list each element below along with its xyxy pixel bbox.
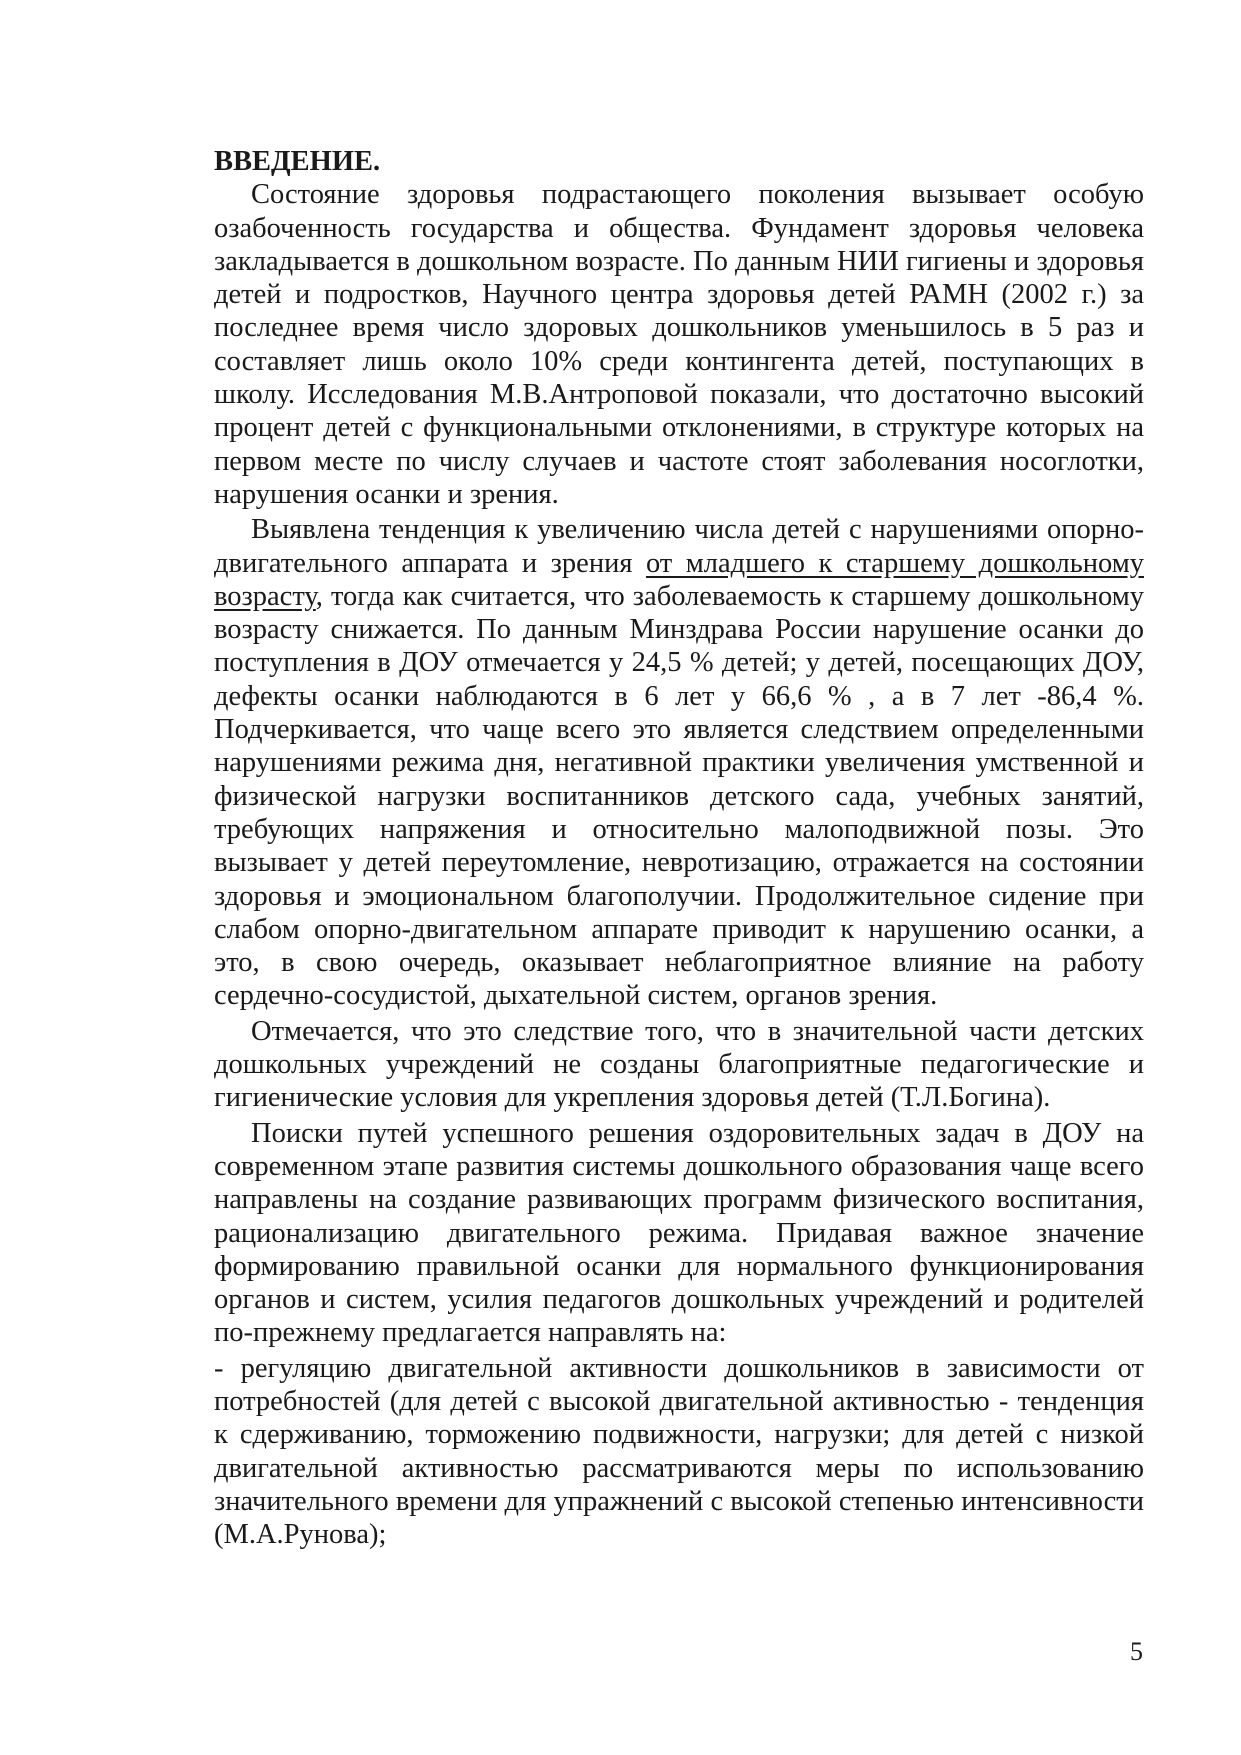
paragraph-3: Отмечается, что это следствие того, что в значительной части детских дошкольных учреждений не созданы благоприятные педагогические и гигиенические условия для укрепления здоровья детей (Т.Л.Богина). (214, 1015, 1144, 1114)
paragraph-2-start: Выявлена тенденция к увеличению числа детей с нарушениями опорно-двигательного аппарата и зрения (214, 514, 1144, 579)
paragraph-4: Поиски путей успешного решения оздоровительных задач в ДОУ на современном этапе развития системы дошкольного образования чаще всего направлены на создание развивающих программ физического воспитания, рационализацию двигательного режима. Придавая важное значение формированию правильной осанки для нормального функционирования органов и систем, усилия педагогов дошкольных учреждений и родителей по-прежнему предлагается направлять на: (214, 1117, 1144, 1349)
paragraph-2 (214, 513, 1144, 1012)
paragraph-2-underlined: от младшего к старшему дошкольному возрасту (214, 547, 1145, 612)
paragraph-1: Состояние здоровья подрастающего поколения вызывает особую озабоченность государства и общества. Фундамент здоровья человека закладывается в дошкольном возрасте. По данным НИИ гигиены и здоровья детей и подростков, Научного центра здоровья детей РАМН (2002 г.) за последнее время число здоровых дошкольников уменьшилось в 5 раз и составляет лишь около 10% среди контингента детей, поступающих в школу. Исследования М.В.Антроповой показали, что достаточно высокий процент детей с функциональными отклонениями, в структуре которых на первом месте по числу случаев и частоте стоят заболевания носоглотки, нарушения осанки и зрения. (214, 179, 1144, 510)
page-number: 5 (1130, 1637, 1143, 1666)
paragraph-2-end: , тогда как считается, что заболеваемость к старшему дошкольному возрасту снижается. По данным Минздрава России нарушение осанки до поступления в ДОУ отмечается у 24,5 % детей; у детей, посещающих ДОУ, дефекты осанки наблюдаются в 6 лет у 66,6 % , а в 7 лет -86,4 %. Подчеркивается, что чаще всего это является следствием определенными нарушениями режима дня, негативной практики увеличения умственной и физической нагрузки воспитанников детского сада, учебных занятий, требующих напряжения и относительно малоподвижной позы. Это вызывает у детей переутомление, невротизацию, отражается на состоянии здоровья и эмоциональном благополучии. Продолжительное сидение при слабом опорно-двигательном аппарате приводит к нарушению осанки, а это, в свою очередь, оказывает неблагоприятное влияние на работу сердечно-сосудистой, дыхательной систем, органов зрения. (214, 580, 1144, 1012)
list-item: - регуляцию двигательной активности дошкольников в зависимости от потребностей (для детей с высокой двигательной активностью - тенденция к сдерживанию, торможению подвижности, нагрузки; для детей с низкой двигательной активностью рассматриваются меры по использованию значительного времени для упражнений с высокой степенью интенсивности (М.А.Рунова); (214, 1352, 1144, 1551)
section-heading: ВВЕДЕНИЕ. (214, 146, 381, 177)
page-body (214, 145, 1144, 1551)
